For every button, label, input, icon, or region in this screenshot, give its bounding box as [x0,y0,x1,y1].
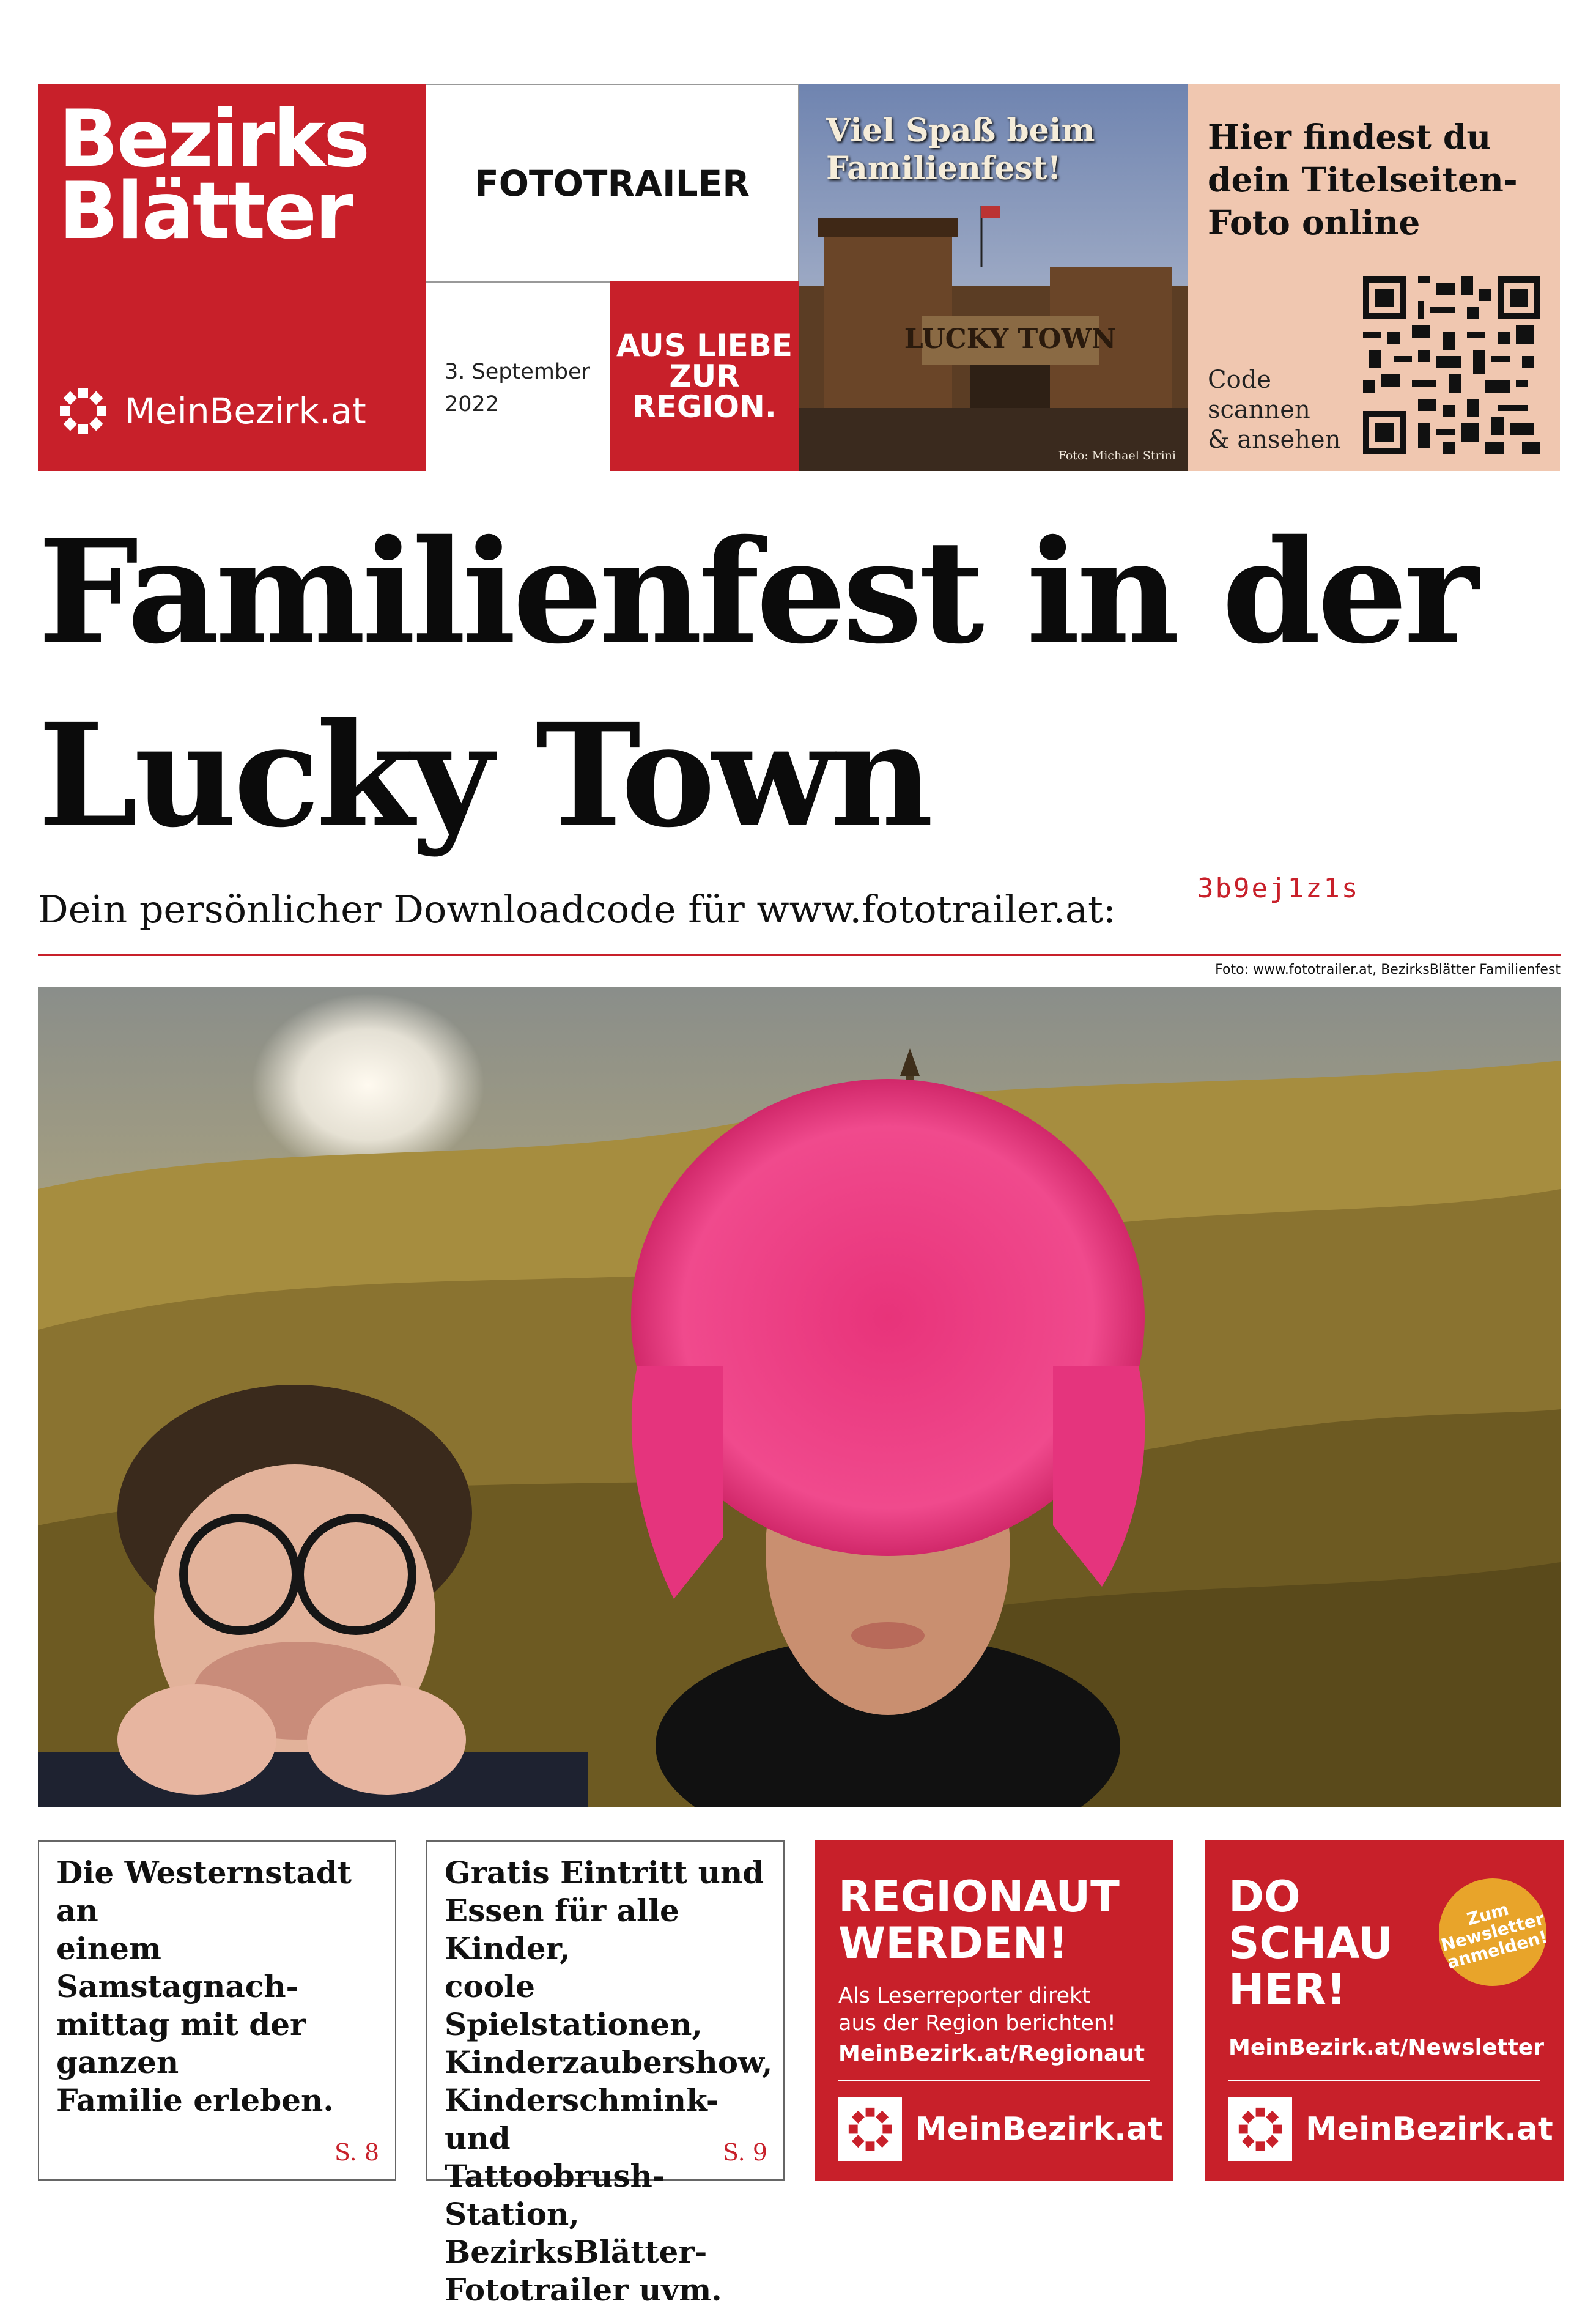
promo-title: DO SCHAU HER! [1228,1872,1394,2015]
meinbezirk-icon [59,387,108,435]
promo-link[interactable]: MeinBezirk.at/Regionaut [838,2041,1145,2066]
slogan-box: AUS LIEBE ZUR REGION. [610,281,799,471]
main-photo[interactable] [38,987,1561,1807]
teaser-card-eintritt[interactable] [426,1840,785,2308]
download-code[interactable]: 3b9ej1z1s [1197,873,1360,904]
date-year: 2022 [445,392,500,417]
promo-desc: Als Leserreporter direkt aus der Region berichten! [838,1984,1116,2036]
site-name: MeinBezirk.at [125,390,366,432]
qr-code-icon[interactable] [1363,276,1540,454]
divider [1228,2080,1540,2081]
promo-title: REGIONAUT WERDEN! [838,1872,1120,1968]
promo-photo[interactable] [799,84,1188,471]
meinbezirk-icon [1228,2097,1292,2161]
newsletter-badge[interactable]: Zum Newsletter anmelden! [1427,1866,1559,1998]
qr-panel[interactable] [1188,84,1560,471]
site-logo [59,387,366,435]
meinbezirk-icon [838,2097,902,2161]
logo-text: MeinBezirk.at [915,2111,1163,2148]
teaser-text: Die Westernstadt an einem Samstagnach- mittag mit der ganzen Familie erleben. [56,1855,352,2118]
page-ref: S. 8 [334,2139,379,2166]
promo-logo [1228,2097,1553,2161]
sign-text: LUCKY TOWN [904,324,1117,355]
date-day: 3. September [445,360,590,384]
divider [838,2080,1150,2081]
promo-photo-credit: Foto: Michael Strini [1058,449,1176,462]
page-ref: S. 9 [722,2139,767,2166]
teaser-card-westernstadt[interactable] [38,1840,396,2181]
logo-text: MeinBezirk.at [1306,2111,1553,2148]
photobooth-photo [38,987,1561,1807]
qr-headline: Hier findest du dein Titelseiten- Foto online [1208,117,1518,242]
section-label: FOTOTRAILER [426,84,799,281]
promo-caption: Viel Spaß beim Familienfest! [826,112,1095,187]
masthead-logo[interactable] [38,84,426,471]
issue-date [426,281,610,471]
regionaut-promo[interactable] [815,1840,1173,2181]
photo-credit: Foto: www.fototrailer.at, BezirksBlätter Familienfest [1215,962,1561,977]
brand-title: Bezirks Blätter [59,94,369,257]
newsletter-promo[interactable] [1205,1840,1564,2181]
qr-instruction: Code scannen & ansehen [1208,366,1341,454]
download-label: Dein persönlicher Downloadcode für www.fototrailer.at: [38,887,1116,932]
headline: Familienfest in der Lucky Town [38,508,1476,859]
divider [38,954,1561,956]
teaser-text: Gratis Eintritt und Essen für alle Kinder, coole Spielstationen, Kinderzaubershow, Kinderschmink- und Tattoobrush-Station, BezirksBlätter- Fototrailer uvm. [445,1855,773,2308]
promo-link[interactable]: MeinBezirk.at/Newsletter [1228,2035,1544,2060]
promo-logo [838,2097,1163,2161]
